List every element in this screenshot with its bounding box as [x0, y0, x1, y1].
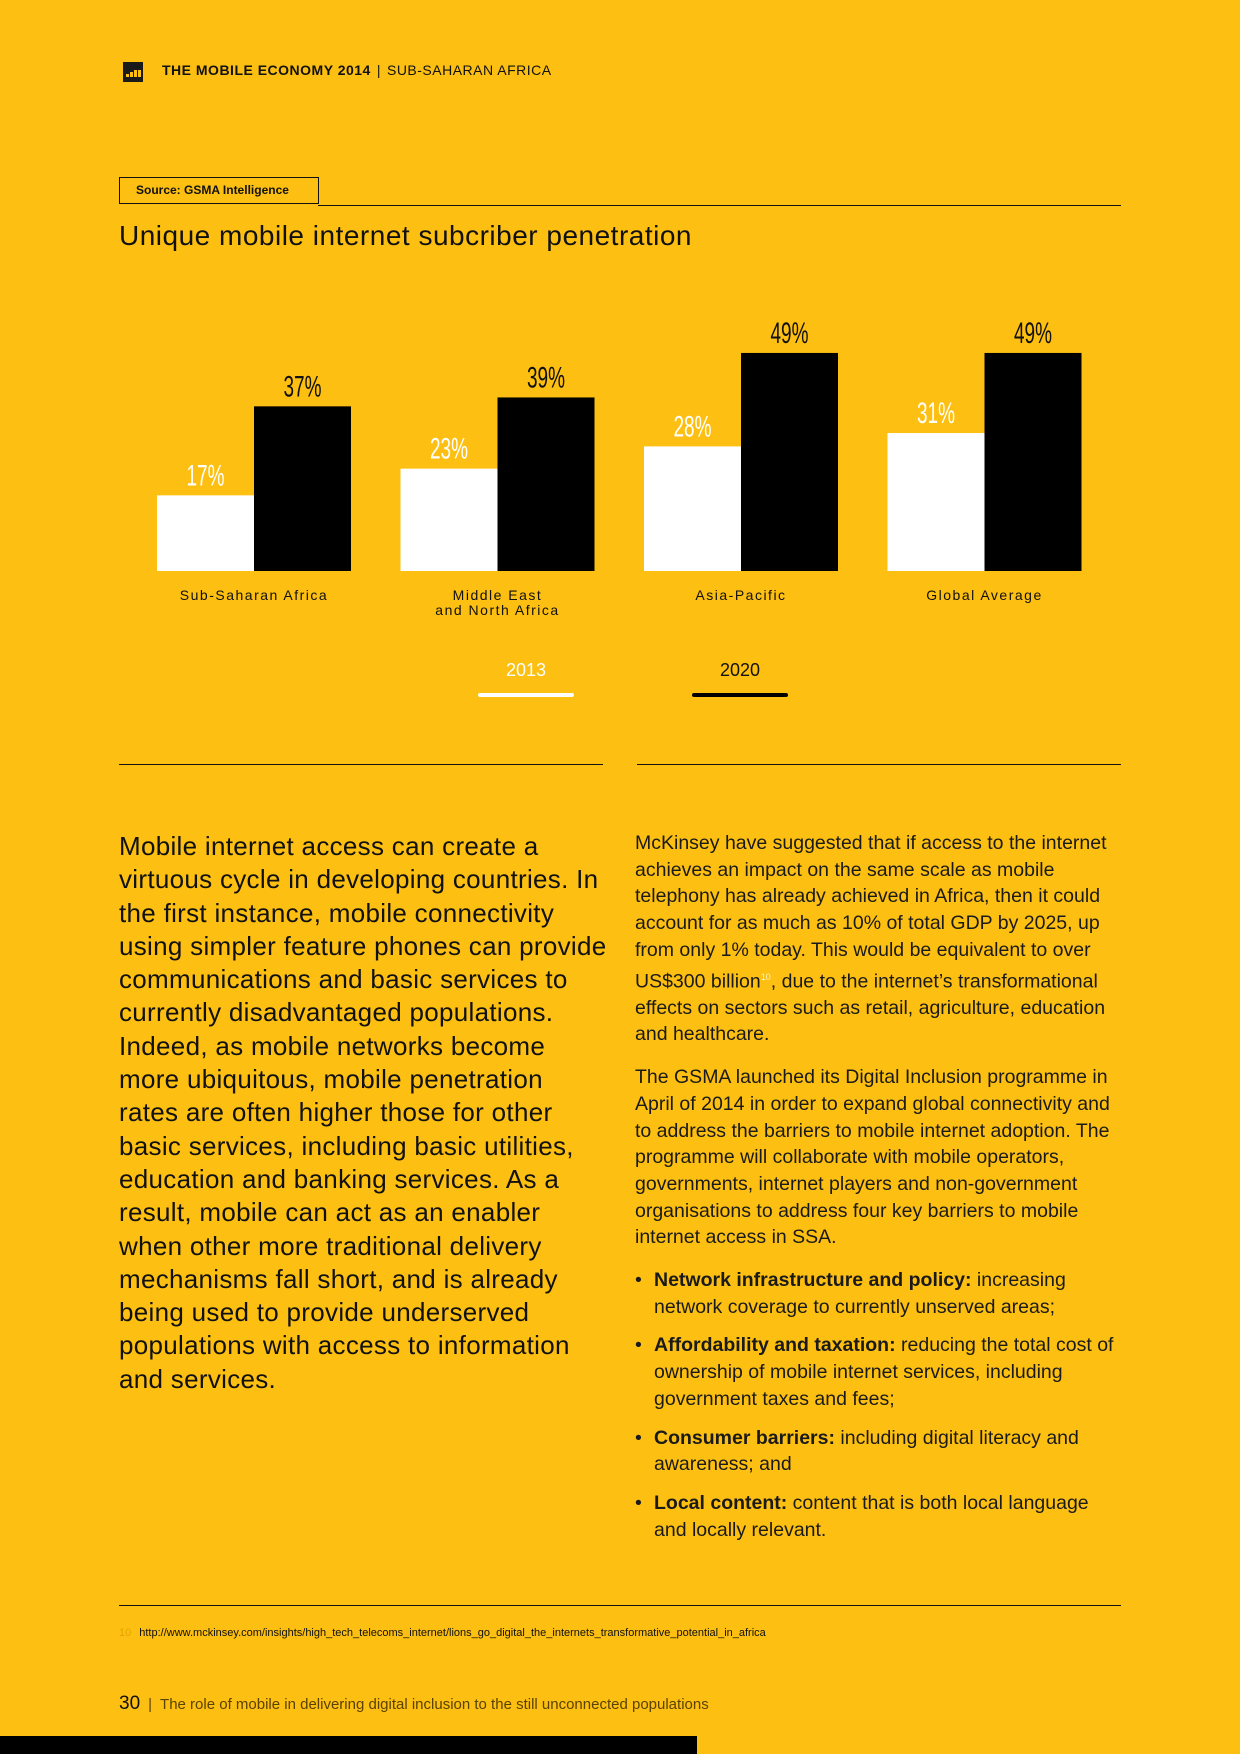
- header-region: SUB-SAHARAN AFRICA: [386, 62, 552, 78]
- header-title: THE MOBILE ECONOMY 2014: [162, 62, 371, 78]
- bullet-icon: •: [635, 1269, 642, 1292]
- footnote-number: 10: [119, 1627, 132, 1639]
- legend-label-2020: 2020: [719, 660, 761, 680]
- footnote-ref: 10: [760, 971, 771, 982]
- chart-top-rule: [318, 205, 1121, 206]
- list-item: [635, 1267, 1125, 1320]
- data-label-2013-2: 28%: [673, 410, 712, 444]
- list-item-heading: Consumer barriers:: [654, 1426, 835, 1449]
- bar-2013-1: [401, 469, 498, 571]
- data-label-2013-0: 17%: [186, 459, 225, 493]
- data-label-2013-1: 23%: [430, 432, 468, 466]
- category-label-0: Sub-Saharan Africa: [179, 587, 329, 603]
- divider-left: [119, 764, 603, 765]
- data-label-2020-2: 49%: [770, 316, 809, 350]
- bar-2020-0: [254, 406, 351, 571]
- category-label-1: Middle East: [452, 587, 543, 603]
- bar-2013-3: [888, 433, 985, 571]
- data-label-2013-3: 31%: [917, 397, 955, 431]
- body-paragraph-1: [635, 830, 1125, 1048]
- list-item-heading: Local content:: [654, 1491, 788, 1514]
- footer-separator: |: [148, 1696, 153, 1713]
- category-label-1: and North Africa: [435, 602, 560, 618]
- page-footer: [119, 1693, 709, 1715]
- data-label-2020-1: 39%: [527, 361, 565, 395]
- bullet-icon: •: [635, 1426, 642, 1449]
- legend-swatch-2013: [478, 693, 574, 697]
- gsma-logo-icon: [123, 62, 143, 82]
- footnote: [119, 1627, 766, 1639]
- bar-2020-2: [741, 353, 838, 571]
- pull-quote: Mobile internet access can create a virtuous cycle in developing countries. In the first instance, mobile connectivity using simpler feature phones can provide communications and basic services to currently disadvantaged populations. Indeed, as mobile networks become more ubiquitous, mobile penetration rates are often higher those for other basic services, including basic utilities, education and banking services. As a result, mobile can act as an enabler when other more traditional delivery mechanisms fall short, and is already being used to provide underserved populations with access to information and services.: [119, 831, 607, 1394]
- legend-swatch-2020: [692, 693, 788, 697]
- body-paragraph-2: The GSMA launched its Digital Inclusion programme in April of 2014 in order to expand global connectivity and to address the barriers to mobile internet adoption. The programme will collaborate with mobile operators, governments, internet players and non-government organisations to address four key barriers to mobile internet access in SSA.: [635, 1066, 1110, 1249]
- barrier-list: [635, 1267, 1125, 1543]
- body-p1-text-cont: , due to the internet’s transformational effects on sectors such as retail, agriculture, education and healthcare.: [635, 970, 1106, 1046]
- list-item-heading: Affordability and taxation:: [654, 1334, 896, 1357]
- bar-2020-1: [498, 397, 595, 571]
- list-item-text: reducing the total cost of ownership of mobile internet services, including government taxes and fees;: [654, 1334, 1114, 1410]
- bar-2013-2: [644, 446, 741, 571]
- footnote-rule: [119, 1605, 1121, 1606]
- category-label-3: Global Average: [926, 587, 1043, 603]
- category-label-2: Asia-Pacific: [695, 587, 787, 603]
- list-item-text: content that is both local language and locally relevant.: [654, 1491, 1089, 1541]
- bar-2013-0: [157, 495, 254, 571]
- bullet-icon: •: [635, 1491, 642, 1514]
- bar-2020-3: [985, 353, 1082, 571]
- list-item: [635, 1332, 1125, 1412]
- running-header: [162, 62, 552, 78]
- source-label: Source: GSMA Intelligence: [119, 177, 319, 204]
- list-item-text: including digital literacy and awareness; and: [654, 1426, 1079, 1476]
- list-item: [635, 1425, 1125, 1478]
- chart-title: Unique mobile internet subcriber penetration: [119, 220, 692, 251]
- body-text: [635, 830, 1125, 1555]
- list-item: [635, 1490, 1125, 1543]
- list-item-text: increasing network coverage to currently unserved areas;: [654, 1269, 1066, 1318]
- list-item-heading: Network infrastructure and policy:: [654, 1269, 972, 1292]
- page-number: 30: [119, 1693, 141, 1714]
- footer-bar: [0, 1736, 697, 1754]
- footnote-link[interactable]: http://www.mckinsey.com/insights/high_tech_telecoms_internet/lions_go_digital_the_internets_transformative_potential_in_africa: [139, 1627, 766, 1639]
- data-label-2020-0: 37%: [283, 370, 322, 404]
- legend-label-2013: 2013: [505, 660, 547, 680]
- bar-chart: [119, 290, 1119, 630]
- data-label-2020-3: 49%: [1014, 316, 1052, 350]
- header-separator: |: [376, 62, 381, 78]
- footer-text: The role of mobile in delivering digital inclusion to the still unconnected populations: [160, 1696, 709, 1713]
- divider-right: [637, 764, 1121, 765]
- body-p1-text: McKinsey have suggested that if access to the internet achieves an impact on the same scale as mobile telephony has already achieved in Africa, then it could account for as much as 10% of total GDP by 2025, up from only 1% today. This would be equivalent to over US$300 billion: [635, 832, 1107, 993]
- bullet-icon: •: [635, 1334, 642, 1357]
